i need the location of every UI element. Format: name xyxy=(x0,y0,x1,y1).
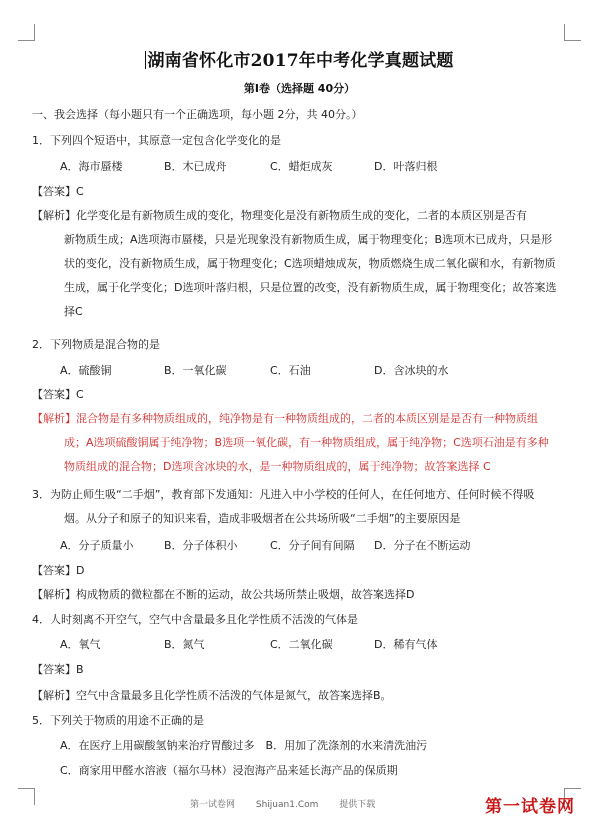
section-heading: 一、我会选择（每小题只有一个正确选项，每小题 2分，共 40分。） xyxy=(32,108,363,121)
stem-line: 3．为防止师生吸“二手烟”，教育部下发通知：凡进入中小学校的任何人，在任何地方、任何时候不得吸 xyxy=(32,488,535,501)
analysis-line: 【解析】化学变化是有新物质生成的变化，物理变化是没有新物质生成的变化，二者的本质区别是否有 xyxy=(32,209,527,222)
question-5-stem: 5．下列关于物质的用途不正确的是 xyxy=(32,714,204,727)
question-1-stem: 1．下列四个短语中，其原意一定包含化学变化的是 xyxy=(32,134,281,147)
question-3-option-d: D．分子在不断运动 xyxy=(374,539,471,552)
footer-download-text: 提供下载 xyxy=(339,800,376,810)
question-5-options-line-2: C．商家用甲醛水溶液（福尔马林）浸泡海产品来延长海产品的保质期 xyxy=(60,764,398,777)
question-4-option-a: A．氧气 xyxy=(60,638,101,651)
question-4-answer: 【答案】B xyxy=(32,663,84,676)
crop-mark-top-right xyxy=(564,24,581,41)
question-3-option-c: C．分子间有间隔 xyxy=(270,539,355,552)
question-5-options-line-1: A．在医疗上用碳酸氢钠来治疗胃酸过多 B．用加了洗涤剂的水来清洗油污 xyxy=(60,739,428,752)
question-4-stem: 4．人时刻离不开空气，空气中含量最多且化学性质不活泼的气体是 xyxy=(32,613,358,626)
analysis-line: 择C xyxy=(64,305,83,318)
footer-site-url: Shijuan1.Com xyxy=(255,800,319,810)
analysis-line: 成；A选项硫酸铜属于纯净物；B选项一氧化碳，有一种物质组成，属于纯净物；C选项石油是有多种 xyxy=(64,436,549,449)
question-2-stem: 2．下列物质是混合物的是 xyxy=(32,338,160,351)
analysis-line: 状的变化，没有新物质生成，属于物理变化；C选项蜡烛成灰，物质燃烧生成二氧化碳和水，有新物质 xyxy=(64,257,556,270)
question-1-answer: 【答案】C xyxy=(32,185,84,198)
question-4-option-d: D．稀有气体 xyxy=(374,638,438,651)
question-3-options xyxy=(60,537,567,554)
question-3-option-a: A．分子质量小 xyxy=(60,539,134,552)
question-1-option-c: C．蜡炬成灰 xyxy=(270,160,333,173)
question-4-option-c: C．二氧化碳 xyxy=(270,638,333,651)
question-4-options xyxy=(60,636,567,653)
question-1-analysis xyxy=(32,204,566,324)
page-title-text: 湖南省怀化市2017年中考化学真题试题 xyxy=(147,51,454,71)
question-2-answer: 【答案】C xyxy=(32,388,84,401)
analysis-line: 新物质生成；A选项海市蜃楼，只是光现象没有新物质生成，属于物理变化；B选项木已成舟，只是形 xyxy=(64,233,553,246)
stem-line: 烟。从分子和原子的知识来看，造成非吸烟者在公共场所吸“二手烟”的主要原因是 xyxy=(64,512,461,525)
crop-mark-bottom-left xyxy=(18,788,35,805)
question-1-options xyxy=(60,158,567,175)
analysis-line: 【解析】混合物是有多种物质组成的，纯净物是有一种物质组成的，二者的本质区别是是否有一种物质组 xyxy=(32,412,538,425)
footer-site-name: 第一试卷网 xyxy=(190,800,236,810)
question-3-option-b: B．分子体积小 xyxy=(164,539,238,552)
question-4-option-b: B．氮气 xyxy=(164,638,205,651)
question-3-answer: 【答案】D xyxy=(32,564,85,577)
question-1-option-d: D．叶落归根 xyxy=(374,160,438,173)
brand-watermark: 第一试卷网 xyxy=(485,797,575,817)
analysis-line: 物质组成的混合物；D选项含冰块的水，是一种物质组成的，属于纯净物；故答案选择 C xyxy=(64,460,491,473)
page-subtitle: 第Ⅰ卷（选择题 40分） xyxy=(243,82,356,95)
page-footer xyxy=(190,797,393,810)
question-4-analysis: 【解析】空气中含量最多且化学性质不活泼的气体是氮气，故答案选择B。 xyxy=(32,689,392,702)
question-2-option-c: C．石油 xyxy=(270,364,311,377)
question-1-option-a: A．海市蜃楼 xyxy=(60,160,123,173)
question-2-analysis xyxy=(32,407,566,479)
question-2-option-a: A．硫酸铜 xyxy=(60,364,112,377)
crop-mark-top-left xyxy=(18,24,35,41)
question-2-option-d: D．含冰块的水 xyxy=(374,364,449,377)
question-3-stem xyxy=(32,483,566,531)
question-2-option-b: B．一氧化碳 xyxy=(164,364,227,377)
page-title xyxy=(0,46,599,71)
question-3-analysis: 【解析】构成物质的微粒都在不断的运动，故公共场所禁止吸烟，故答案选择D xyxy=(32,588,415,601)
analysis-line: 生成，属于化学变化；D选项叶落归根，只是位置的改变，没有新物质生成，属于物理变化；故答案选 xyxy=(64,281,557,294)
question-2-options xyxy=(60,362,567,379)
question-1-option-b: B．木已成舟 xyxy=(164,160,227,173)
